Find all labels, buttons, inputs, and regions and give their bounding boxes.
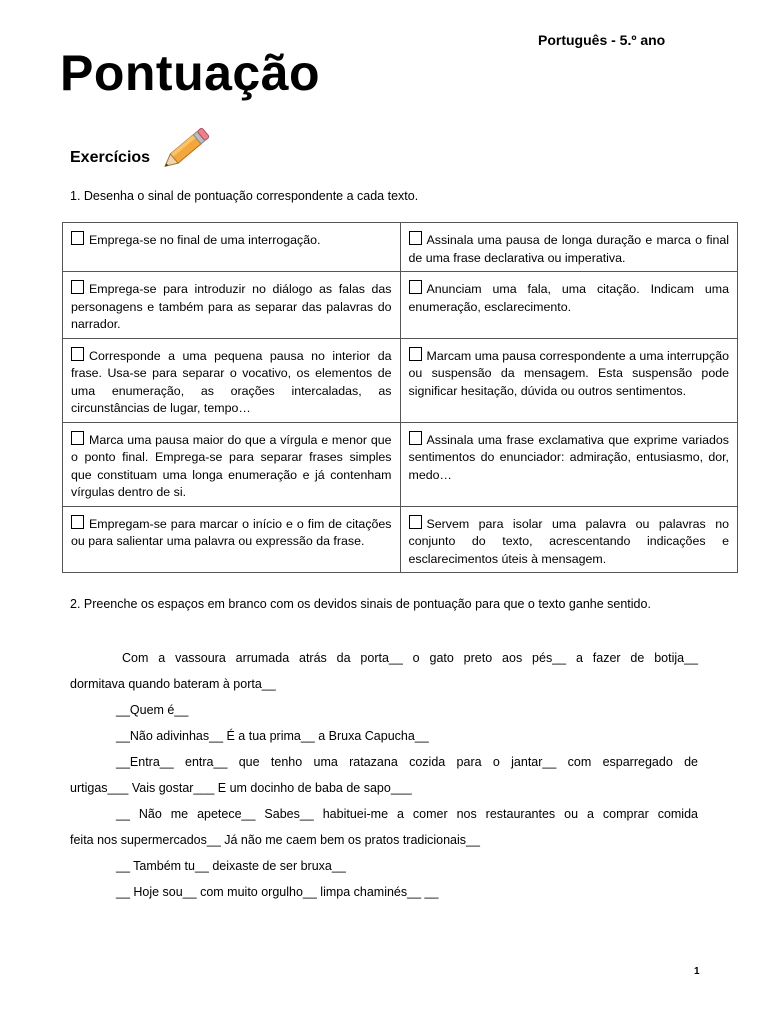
text-line: dormitava quando bateram à porta__ xyxy=(70,677,276,691)
page-title: Pontuação xyxy=(60,45,321,101)
answer-box[interactable] xyxy=(409,431,422,445)
cell-text: Anunciam uma fala, uma citação. Indicam uma enumeração, esclarecimento. xyxy=(408,282,729,314)
table-cell xyxy=(63,338,401,422)
cell-text: Emprega-se para introduzir no diálogo as falas das personagens e também para as separar das palavras do narrador. xyxy=(71,282,392,331)
text-line: __Quem é__ xyxy=(116,703,189,717)
cell-text: Corresponde a uma pequena pausa no interior da frase. Usa-se para separar o vocativo, os elementos de uma enumeração, as orações intercaladas, as circunstâncias de lugar, tempo… xyxy=(71,348,392,415)
answer-box[interactable] xyxy=(409,515,422,529)
table-row xyxy=(63,272,738,339)
answer-box[interactable] xyxy=(71,231,84,245)
exercises-heading: Exercícios xyxy=(70,149,151,166)
answer-box[interactable] xyxy=(409,231,422,245)
text-line: __ Também tu__ deixaste de ser bruxa__ xyxy=(116,859,346,873)
table-cell xyxy=(400,272,738,339)
table-cell xyxy=(400,223,738,272)
text-line: __Não adivinhas__ É a tua prima__ a Bruxa Capucha__ xyxy=(116,729,429,743)
table-cell xyxy=(400,338,738,422)
cell-text: Servem para isolar uma palavra ou palavras no conjunto do texto, acrescentando indicações e esclarecimentos úteis à mensagem. xyxy=(408,516,729,566)
table-cell xyxy=(63,506,401,573)
subject-label: Português - 5.º ano xyxy=(538,32,666,48)
text-line: feita nos supermercados__ Já não me caem bem os pratos tradicionais__ xyxy=(70,833,480,847)
cell-text: Marca uma pausa maior do que a vírgula e menor que o ponto final. Emprega-se para separar frases simples que constituam uma longa enumeração e já contenham vírgulas dentro de si. xyxy=(71,432,392,499)
page-number: 1 xyxy=(694,966,700,977)
table-row xyxy=(63,338,738,422)
answer-box[interactable] xyxy=(71,280,84,294)
text-line: __Entra__ entra__ que tenho uma ratazana cozida para o jantar__ com esparregado de xyxy=(116,755,698,769)
table-cell xyxy=(400,506,738,573)
question-2: 2. Preenche os espaços em branco com os devidos sinais de pontuação para que o texto ganhe sentido. xyxy=(70,597,651,611)
table-cell xyxy=(63,422,401,506)
answer-box[interactable] xyxy=(71,431,84,445)
table-row xyxy=(63,223,738,272)
table-row xyxy=(63,506,738,573)
answer-box[interactable] xyxy=(409,347,422,361)
text-line: __ Não me apetece__ Sabes__ habituei-me a comer nos restaurantes ou a comprar comida xyxy=(116,807,698,821)
cell-text: Assinala uma pausa de longa duração e marca o final de uma frase declarativa ou imperativa. xyxy=(408,233,729,265)
table-row xyxy=(63,422,738,506)
text-line: __ Hoje sou__ com muito orgulho__ limpa chaminés__ __ xyxy=(116,885,439,899)
table-cell xyxy=(63,272,401,339)
cell-text: Emprega-se no final de uma interrogação. xyxy=(89,233,321,247)
cell-text: Assinala uma frase exclamativa que exprime variados sentimentos do enunciador: admiração, entusiasmo, dor, medo… xyxy=(408,432,729,482)
question-1: 1. Desenha o sinal de pontuação correspondente a cada texto. xyxy=(70,189,419,203)
cell-text: Marcam uma pausa correspondente a uma interrupção ou suspensão da mensagem. Esta suspensão pode significar hesitação, dúvida ou outros sentimentos. xyxy=(408,348,729,398)
punctuation-table xyxy=(62,222,738,573)
answer-box[interactable] xyxy=(71,347,84,361)
fill-in-text xyxy=(70,645,698,905)
answer-box[interactable] xyxy=(409,280,422,294)
answer-box[interactable] xyxy=(71,515,84,529)
cell-text: Empregam-se para marcar o início e o fim de citações ou para salientar uma palavra ou expressão da frase. xyxy=(71,516,392,548)
pencil-icon xyxy=(162,122,214,172)
text-line: urtigas___ Vais gostar___ E um docinho de baba de sapo___ xyxy=(70,781,412,795)
text-line: Com a vassoura arrumada atrás da porta__ o gato preto aos pés__ a fazer de botija__ xyxy=(122,651,698,665)
table-cell xyxy=(63,223,401,272)
table-cell xyxy=(400,422,738,506)
